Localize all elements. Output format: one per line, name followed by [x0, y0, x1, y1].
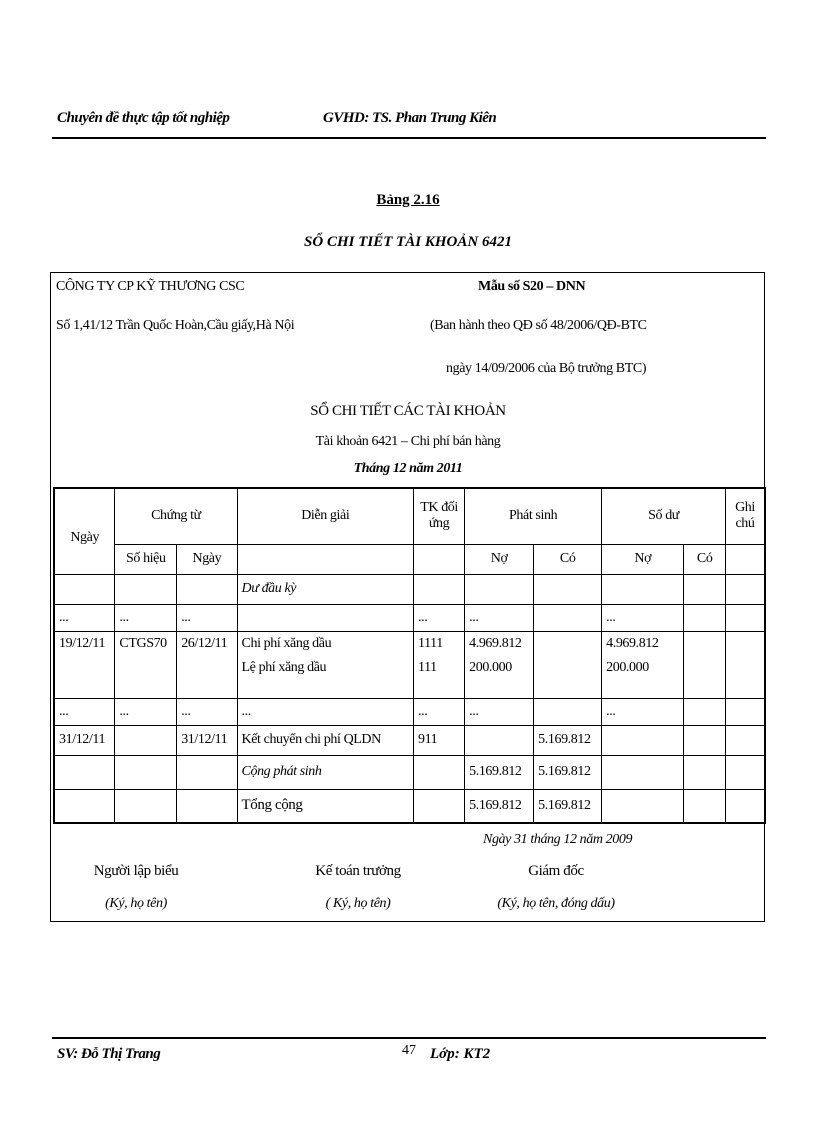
row2-voucher-date: 31/12/11 — [177, 725, 237, 755]
row1-date: 19/12/11 — [54, 631, 115, 698]
col-credit-header: Có — [534, 544, 602, 574]
table-row: ... ... ... ... ... ... — [54, 604, 765, 631]
col-voucher-date-header: Ngày — [177, 544, 237, 574]
row1-contra: 1111 111 — [414, 631, 465, 698]
page-number: 47 — [402, 1043, 416, 1058]
col-description-header: Diễn giải — [237, 488, 413, 544]
row2-date: 31/12/11 — [54, 725, 115, 755]
grand-total-debit: 5.169.812 — [465, 789, 534, 823]
total-movement-label: Cộng phát sinh — [237, 755, 413, 789]
table-title: SỔ CHI TIẾT TÀI KHOẢN 6421 — [304, 234, 512, 250]
col-movement-header: Phát sinh — [465, 488, 602, 544]
col-date-header: Ngày — [54, 488, 115, 574]
ledger-account: Tài khoản 6421 – Chi phí bán hàng — [315, 434, 501, 449]
col-voucher-header: Chứng từ — [115, 488, 237, 544]
total-movement-debit: 5.169.812 — [465, 755, 534, 789]
table-subheader-row — [54, 544, 765, 574]
form-issued-by: (Ban hành theo QĐ số 48/2006/QĐ-BTC — [430, 318, 647, 333]
grand-total-row — [54, 789, 765, 823]
footer-student: SV: Đỗ Thị Trang — [57, 1046, 161, 1062]
col-debit-header: Nợ — [465, 544, 534, 574]
row2-description: Kết chuyển chi phí QLDN — [237, 725, 413, 755]
form-code: Mẫu số S20 – DNN — [478, 279, 586, 294]
preparer-label: Người lập biểu — [93, 863, 179, 879]
company-name: CÔNG TY CP KỸ THƯƠNG CSC — [56, 279, 245, 294]
header-divider — [52, 137, 766, 139]
accountant-note: ( Ký, họ tên) — [325, 896, 391, 911]
footer-divider — [52, 1037, 766, 1039]
row2-credit: 5.169.812 — [534, 725, 602, 755]
col-voucher-no-header: Số hiệu — [115, 544, 177, 574]
row1-voucher-no: CTGS70 — [115, 631, 177, 698]
table-header-row — [54, 488, 765, 544]
director-note: (Ký, họ tên, đóng dấu) — [497, 896, 615, 911]
accountant-label: Kế toán trưởng — [315, 863, 401, 879]
col-note-header: Ghi chú — [725, 488, 765, 544]
header-supervisor: GVHD: TS. Phan Trung Kiên — [323, 110, 497, 126]
row2-contra: 911 — [414, 725, 465, 755]
total-movement-row — [54, 755, 765, 789]
grand-total-credit: 5.169.812 — [534, 789, 602, 823]
signature-date: Ngày 31 tháng 12 năm 2009 — [483, 832, 633, 847]
row1-voucher-date: 26/12/11 — [177, 631, 237, 698]
col-bal-credit-header: Có — [684, 544, 726, 574]
table-number: Bảng 2.16 — [376, 192, 440, 208]
total-movement-credit: 5.169.812 — [534, 755, 602, 789]
ledger-period: Tháng 12 năm 2011 — [353, 461, 463, 476]
form-date-line: ngày 14/09/2006 của Bộ trưởng BTC) — [446, 361, 647, 376]
ledger-table — [53, 487, 766, 824]
row1-debit: 4.969.812 200.000 — [465, 631, 534, 698]
col-balance-header: Số dư — [602, 488, 726, 544]
table-row: ... ... ... ... ... ... ... — [54, 698, 765, 725]
opening-label: Dư đầu kỳ — [237, 574, 413, 604]
table-row — [54, 725, 765, 755]
header-topic: Chuyên đề thực tập tốt nghiệp — [57, 110, 230, 126]
opening-row — [54, 574, 765, 604]
director-label: Giám đốc — [528, 863, 584, 879]
preparer-note: (Ký, họ tên) — [105, 896, 167, 911]
ledger-title: SỔ CHI TIẾT CÁC TÀI KHOẢN — [310, 403, 506, 419]
table-row — [54, 631, 765, 698]
footer-class: Lớp: KT2 — [430, 1046, 491, 1062]
col-contra-header: TK đối ứng — [414, 488, 465, 544]
col-bal-debit-header: Nợ — [602, 544, 684, 574]
grand-total-label: Tổng cộng — [237, 789, 413, 823]
row1-description: Chi phí xăng dầu Lệ phí xăng dầu — [237, 631, 413, 698]
company-address: Số 1,41/12 Trần Quốc Hoàn,Cầu giấy,Hà Nội — [56, 318, 295, 333]
row1-balance: 4.969.812 200.000 — [602, 631, 684, 698]
